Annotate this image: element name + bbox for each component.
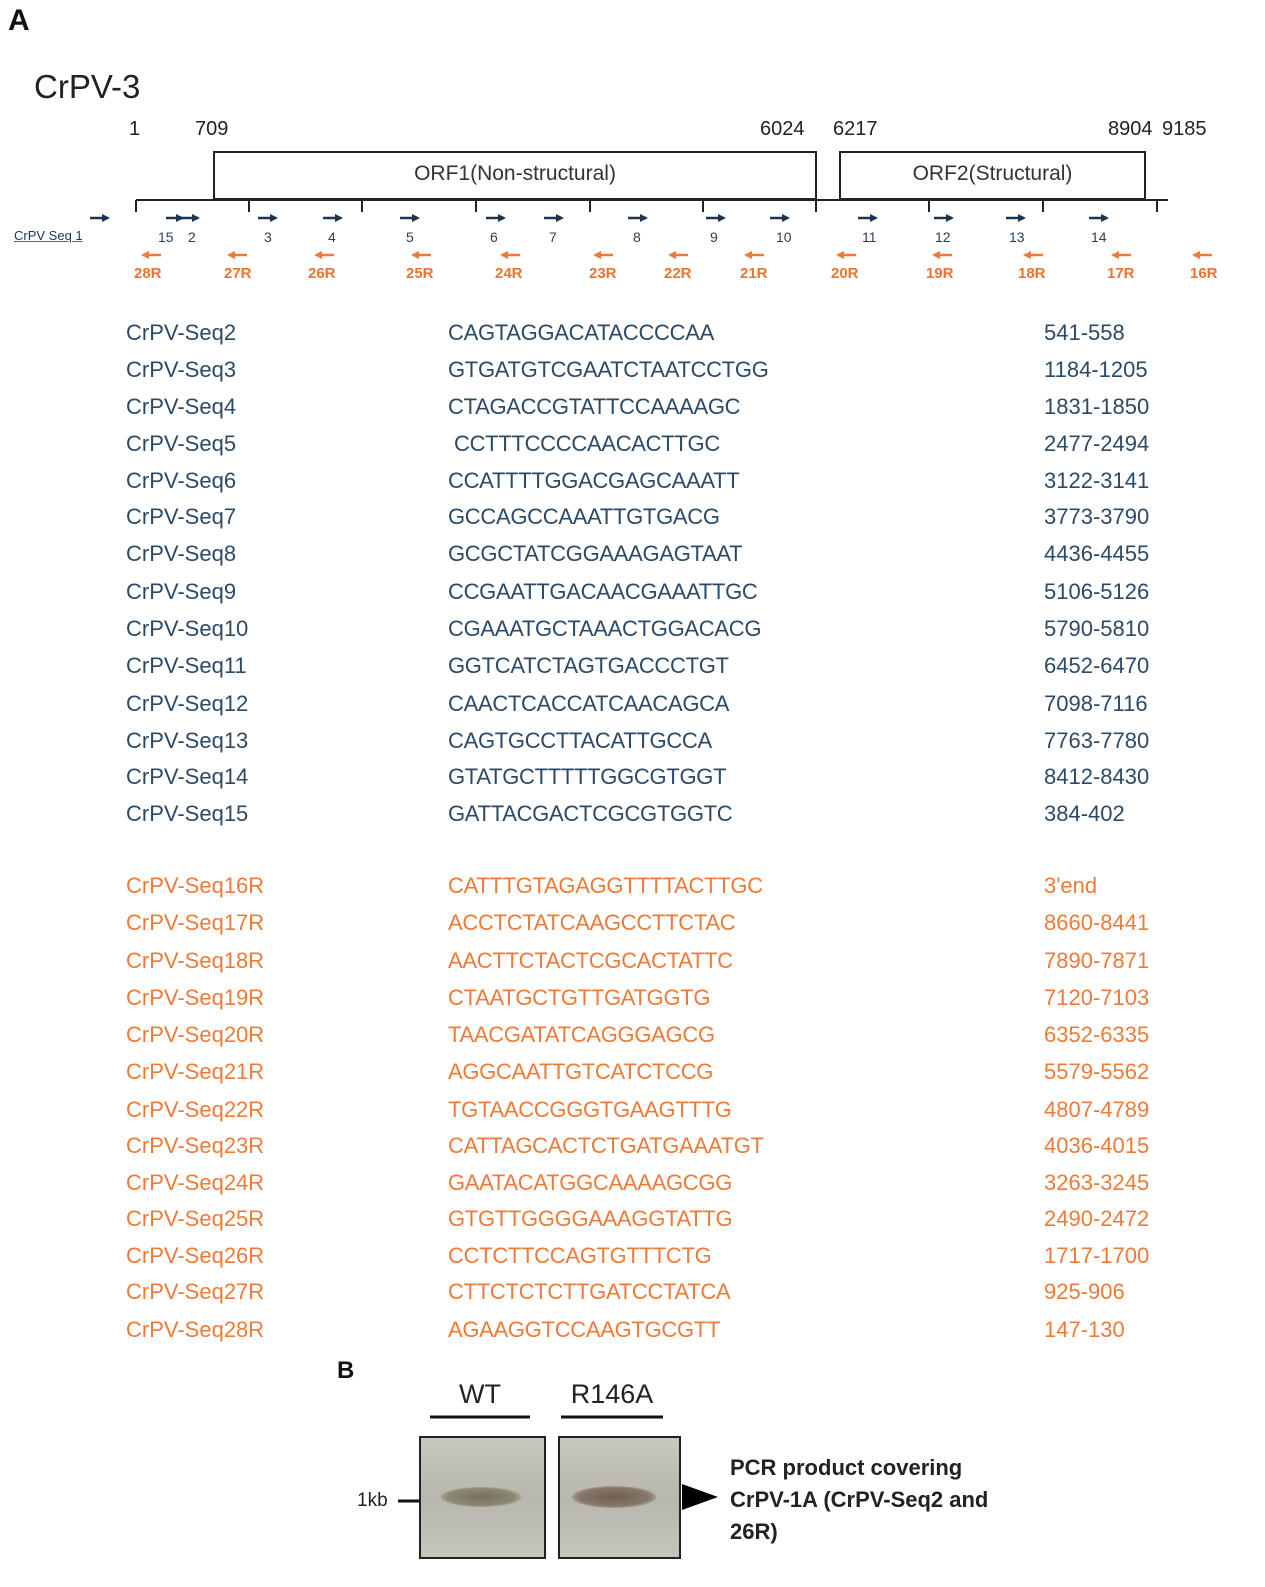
rev-label-16R: 16R — [1190, 265, 1218, 282]
primer-name: CrPV-Seq11 — [126, 653, 247, 678]
primer-position: 384-402 — [1044, 801, 1125, 826]
primer-position: 7890-7871 — [1044, 948, 1150, 973]
primer-name: CrPV-Seq2 — [126, 320, 237, 345]
primer-sequence: CTTCTCTCTTGATCCTATCA — [448, 1279, 731, 1304]
primer-sequence: CCTTTCCCCAACACTTGC — [454, 431, 720, 456]
genome-ticks — [136, 200, 1157, 212]
primer-sequence: CATTAGCACTCTGATGAAATGT — [448, 1133, 764, 1158]
rev-label-24R: 24R — [495, 265, 523, 282]
primer-position: 4807-4789 — [1044, 1097, 1150, 1122]
rev-label-21R: 21R — [740, 265, 768, 282]
primer-sequence: CCTCTTCCAGTGTTTCTG — [448, 1243, 712, 1268]
fwd-num-2: 2 — [188, 229, 196, 245]
primer-position: 8412-8430 — [1044, 764, 1150, 789]
primer-position: 3'end — [1044, 873, 1098, 898]
fwd-num-10: 10 — [776, 229, 792, 245]
lane-label-wt: WT — [459, 1379, 501, 1409]
fwd-num-8: 8 — [633, 229, 641, 245]
lane-label-r146a: R146A — [570, 1379, 654, 1409]
primer-sequence: CAGTAGGACATACCCCAA — [448, 320, 714, 345]
pcr-band-wt — [441, 1487, 521, 1507]
primer-position: 5106-5126 — [1044, 579, 1150, 604]
coord-genome-end: 9185 — [1162, 118, 1207, 140]
primer-position: 3122-3141 — [1044, 468, 1150, 493]
fwd-num-9: 9 — [710, 229, 718, 245]
fwd-num-15: 15 — [158, 229, 174, 245]
primer-sequence: GCCAGCCAAATTGTGACG — [448, 504, 720, 529]
rev-label-25R: 25R — [406, 265, 434, 282]
primer-sequence: GATTACGACTCGCGTGGTC — [448, 801, 733, 826]
primer-name: CrPV-Seq9 — [126, 579, 237, 604]
primer-sequence: AACTTCTACTCGCACTATTC — [448, 948, 733, 973]
rev-label-27R: 27R — [224, 265, 252, 282]
rev-label-23R: 23R — [589, 265, 617, 282]
crpv-seq-label: CrPV Seq 1 — [14, 228, 83, 243]
primer-sequence: AGGCAATTGTCATCTCCG — [448, 1059, 714, 1084]
primer-sequence: GAATACATGGCAAAAGCGG — [448, 1170, 733, 1195]
primer-name: CrPV-Seq17R — [126, 910, 265, 935]
rev-label-26R: 26R — [308, 265, 336, 282]
primer-name: CrPV-Seq15 — [126, 801, 249, 826]
primer-sequence: GTGTTGGGGAAAGGTATTG — [448, 1206, 733, 1231]
primer-position: 1831-1850 — [1044, 394, 1150, 419]
primer-position: 7120-7103 — [1044, 985, 1150, 1010]
orf2-label: ORF2(Structural) — [912, 162, 1073, 185]
primer-position: 8660-8441 — [1044, 910, 1150, 935]
primer-name: CrPV-Seq21R — [126, 1059, 265, 1084]
primer-position: 2477-2494 — [1044, 431, 1150, 456]
fwd-num-3: 3 — [264, 229, 272, 245]
primer-name: CrPV-Seq8 — [126, 541, 237, 566]
primer-position: 3263-3245 — [1044, 1170, 1150, 1195]
primer-name: CrPV-Seq3 — [126, 357, 237, 382]
orf1-label: ORF1(Non-structural) — [414, 162, 616, 185]
primer-sequence: CTAATGCTGTTGATGGTG — [448, 985, 711, 1010]
primer-name: CrPV-Seq4 — [126, 394, 237, 419]
primer-position: 5790-5810 — [1044, 616, 1150, 641]
ladder-label: 1kb — [357, 1490, 388, 1511]
primer-sequence: ACCTCTATCAAGCCTTCTAC — [448, 910, 736, 935]
panel-a-letter: A — [8, 4, 30, 37]
primer-position: 7763-7780 — [1044, 728, 1150, 753]
primer-name: CrPV-Seq16R — [126, 873, 265, 898]
rev-label-20R: 20R — [831, 265, 859, 282]
primer-sequence: CAGTGCCTTACATTGCCA — [448, 728, 712, 753]
primer-sequence: GCGCTATCGGAAAGAGTAAT — [448, 541, 743, 566]
primer-sequence: CTAGACCGTATTCCAAAAGC — [448, 394, 741, 419]
primer-name: CrPV-Seq26R — [126, 1243, 265, 1268]
primer-name: CrPV-Seq25R — [126, 1206, 265, 1231]
coord-orf2-end: 8904 — [1108, 118, 1153, 140]
fwd-num-4: 4 — [328, 229, 336, 245]
primer-position: 147-130 — [1044, 1317, 1125, 1342]
rev-label-19R: 19R — [926, 265, 954, 282]
primer-sequence: TAACGATATCAGGGAGCG — [448, 1022, 715, 1047]
genome-title: CrPV-3 — [34, 68, 141, 105]
coord-orf1-start: 709 — [195, 118, 229, 140]
primer-name: CrPV-Seq23R — [126, 1133, 265, 1158]
rev-label-17R: 17R — [1107, 265, 1135, 282]
panel-b-letter: B — [337, 1357, 355, 1384]
primer-sequence: AGAAGGTCCAAGTGCGTT — [448, 1317, 721, 1342]
primer-sequence: GTATGCTTTTTGGCGTGGT — [448, 764, 727, 789]
primer-name: CrPV-Seq7 — [126, 504, 237, 529]
primer-name: CrPV-Seq24R — [126, 1170, 265, 1195]
primer-sequence: CCATTTTGGACGAGCAAATT — [448, 468, 740, 493]
primer-name: CrPV-Seq14 — [126, 764, 249, 789]
primer-name: CrPV-Seq18R — [126, 948, 265, 973]
primer-position: 4036-4015 — [1044, 1133, 1150, 1158]
rev-label-28R: 28R — [134, 265, 162, 282]
primer-name: CrPV-Seq20R — [126, 1022, 265, 1047]
primer-sequence: TGTAACCGGGTGAAGTTTG — [448, 1097, 732, 1122]
primer-sequence: CATTTGTAGAGGTTTTACTTGC — [448, 873, 763, 898]
primer-sequence: CAACTCACCATCAACAGCA — [448, 691, 730, 716]
primer-sequence: CGAAATGCTAAACTGGACACG — [448, 616, 762, 641]
genome-map — [0, 0, 1265, 300]
coord-orf1-end: 6024 — [760, 118, 805, 140]
primer-position: 7098-7116 — [1044, 691, 1148, 716]
primer-name: CrPV-Seq12 — [126, 691, 249, 716]
primer-name: CrPV-Seq5 — [126, 431, 237, 456]
primer-name: CrPV-Seq19R — [126, 985, 265, 1010]
primer-position: 3773-3790 — [1044, 504, 1150, 529]
primer-position: 925-906 — [1044, 1279, 1125, 1304]
pcr-arrowhead — [682, 1484, 718, 1510]
fwd-num-12: 12 — [935, 229, 951, 245]
primer-position: 1717-1700 — [1044, 1243, 1150, 1268]
primer-sequence: GTGATGTCGAATCTAATCCTGG — [448, 357, 769, 382]
primer-position: 5579-5562 — [1044, 1059, 1150, 1084]
gel-image — [0, 1400, 1265, 1587]
primer-position: 2490-2472 — [1044, 1206, 1150, 1231]
primer-position: 6452-6470 — [1044, 653, 1150, 678]
primer-name: CrPV-Seq10 — [126, 616, 249, 641]
primer-position: 541-558 — [1044, 320, 1125, 345]
fwd-num-13: 13 — [1009, 229, 1025, 245]
fwd-num-7: 7 — [549, 229, 557, 245]
fwd-num-6: 6 — [490, 229, 498, 245]
primer-sequence: GGTCATCTAGTGACCCTGT — [448, 653, 729, 678]
primer-position: 4436-4455 — [1044, 541, 1150, 566]
primer-name: CrPV-Seq13 — [126, 728, 249, 753]
primer-name: CrPV-Seq27R — [126, 1279, 265, 1304]
pcr-product-note: PCR product covering CrPV-1A (CrPV-Seq2 and 26R) — [730, 1455, 989, 1544]
fwd-num-11: 11 — [862, 229, 877, 245]
coord-orf2-start: 6217 — [833, 118, 878, 140]
pcr-band-r146a — [572, 1486, 656, 1508]
coord-start: 1 — [129, 118, 141, 140]
rev-label-18R: 18R — [1018, 265, 1046, 282]
fwd-num-14: 14 — [1091, 229, 1107, 245]
primer-position: 1184-1205 — [1044, 357, 1148, 382]
primer-name: CrPV-Seq6 — [126, 468, 237, 493]
primer-position: 6352-6335 — [1044, 1022, 1150, 1047]
primer-name: CrPV-Seq22R — [126, 1097, 265, 1122]
fwd-num-5: 5 — [406, 229, 414, 245]
rev-label-22R: 22R — [664, 265, 692, 282]
primer-sequence: CCGAATTGACAACGAAATTGC — [448, 579, 758, 604]
primer-name: CrPV-Seq28R — [126, 1317, 265, 1342]
